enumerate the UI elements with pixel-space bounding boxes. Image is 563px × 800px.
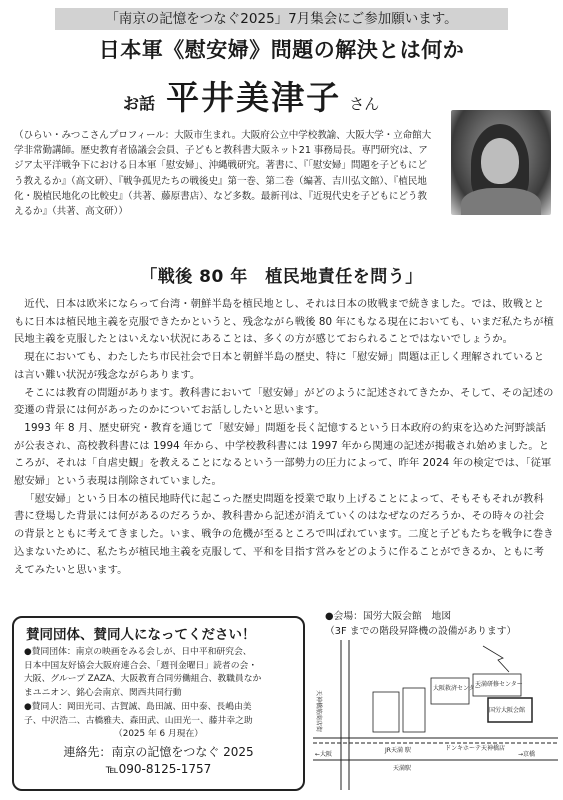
speaker-suffix: さん bbox=[349, 95, 380, 113]
endorsement-line: 日本中国友好協会大阪府連合会、「週刊金曜日」読者の会・ bbox=[24, 660, 258, 671]
venue-line: ●会場：国労大阪会館 地図 bbox=[325, 611, 452, 622]
main-title: 日本軍《慰安婦》問題の解決とは何か bbox=[98, 38, 465, 62]
speaker-prefix: お話 bbox=[123, 94, 156, 113]
endorsement-line: ●賛同人：岡田光司、古賀誠、島田誠、田中泰、長嶋由美 bbox=[24, 701, 252, 712]
speaker-profile: （ひらい・みつこさんプロフィール：大阪市生まれ。大阪府公立中学校教諭、大阪大学・立命館大学非常勤講師。歴史教育者協議会会員、子どもと教科書大阪ネット21 事務局長。専門研究は、アジア太平洋戦争下における日本軍「慰安婦」、沖縄戦研究。著書に、『「慰安婦」問題を子どもにどう教えるか』（高文研）、『戦争孤児たちの戦後史』第一巻、第二巻（編著、吉川弘文館）、『植民地化・脱植民地化の比較史』（共著、藤原書店）、など多数。最新刊は、『近現代史を子どもにどう教えるか』（共著、高文研）） bbox=[14, 130, 432, 218]
paragraph: 近代、日本は欧米にならって台湾・朝鮮半島を植民地とし、それは日本の敗戦まで続きました。では、敗戦とともに日本は植民地主義を克服できたかというと、残念ながら戦後 80 年にもなる現在においても、いまだ私たちが植民地主義を克服したとはいえない状況にあることは、多くの方が感じておられることではないでしょうか。 bbox=[14, 298, 554, 346]
map-label: ドンキホーテ天神橋店 bbox=[445, 745, 506, 752]
venue-map bbox=[313, 640, 558, 790]
map-label-venue: 国労大阪会館 bbox=[489, 707, 526, 714]
contact-info bbox=[24, 744, 293, 778]
event-banner: 「南京の記憶をつなぐ2025」7月集会にご参加願います。 bbox=[55, 8, 508, 30]
contact-phone: ℡090-8125-1757 bbox=[105, 761, 212, 776]
map-label: 天満研修センター bbox=[475, 681, 523, 688]
endorsement-line: 子、中沢浩二、古橋雅夫、森田武、山田光一、藤井幸之助 bbox=[24, 715, 253, 726]
endorsement-title: 賛同団体、賛同人になってください！ bbox=[26, 627, 256, 643]
speaker-line bbox=[123, 72, 379, 119]
map-label: 天満駅 bbox=[393, 765, 412, 772]
paragraph: 「慰安婦」という日本の植民地時代に起こった歴史問題を授業で取り上げることによって、そもそもそれが教科書に登場した背景には何があるのだろうか、教科書から記述が消えていくのはなぜなのだろうか、その時々の社会の背景とともに考えてきました。いま、戦争の危機が至るところで叫ばれています。二度と子どもたちを戦争に巻き込まないために、私たちが植民地主義を克服して、平和を目指す営みをどのように作ることができるか、ともに考えてみたいと思います。 bbox=[14, 492, 554, 576]
map-label: →京橋 bbox=[518, 751, 536, 758]
endorsement-line: ●賛同団体：南京の映画をみる会しが、日中平和研究会、 bbox=[24, 647, 252, 657]
map-label: 天神橋筋商店街 bbox=[315, 690, 322, 733]
map-caption bbox=[325, 610, 560, 639]
speaker-photo bbox=[451, 110, 551, 215]
paragraph: 現在においても、わたしたち市民社会で日本と朝鮮半島の歴史、特に「慰安婦」問題は正しく理解されているとは言い難い状況が残念ながらあります。 bbox=[14, 351, 545, 381]
map-label: ←大阪 bbox=[315, 751, 333, 758]
map-label: 大阪救済センター bbox=[433, 685, 481, 692]
paragraph: 1993 年 8 月、歴史研究・教育を通じて「慰安婦」問題を長く記憶するという日本政府の約束を込めた河野談話が公表され、高校教科書には 1994 年から、中学校教科書には 1997 年から関連の記述が掲載され始めました。ところが、それは「自虐史観」を教えることになるという一部勢力の圧力によって、昨年 2024 年の検定では、「従軍慰安婦」という表現は削除されていました。 bbox=[14, 421, 552, 488]
endorsement-list bbox=[24, 646, 293, 742]
speaker-name: 平井美津子 bbox=[166, 78, 342, 117]
access-note: （3F までの階段昇降機の設備があります） bbox=[325, 625, 517, 637]
contact-label: 連絡先：南京の記憶をつなぐ 2025 bbox=[63, 744, 254, 759]
endorsement-box bbox=[12, 616, 305, 791]
lecture-title: 「戦後 80 年 植民地責任を問う」 bbox=[140, 267, 423, 287]
map-label: JR天満 駅 bbox=[385, 747, 411, 754]
endorsement-line: 大阪、グループ ZAZA、大阪教育合同労働組合、教職員なか bbox=[24, 674, 262, 685]
paragraph: そこには教育の問題があります。教科書において「慰安婦」がどのように記述されてきたか、そして、その記述の変遷の背景には何があったのかについてお話ししたいと思います。 bbox=[14, 386, 554, 417]
endorsement-line: まユニオン、銘心会南京、関西共同行動 bbox=[24, 688, 182, 699]
lecture-body bbox=[14, 296, 554, 579]
endorsement-date: （2025 年 6 月現在） bbox=[113, 729, 204, 740]
